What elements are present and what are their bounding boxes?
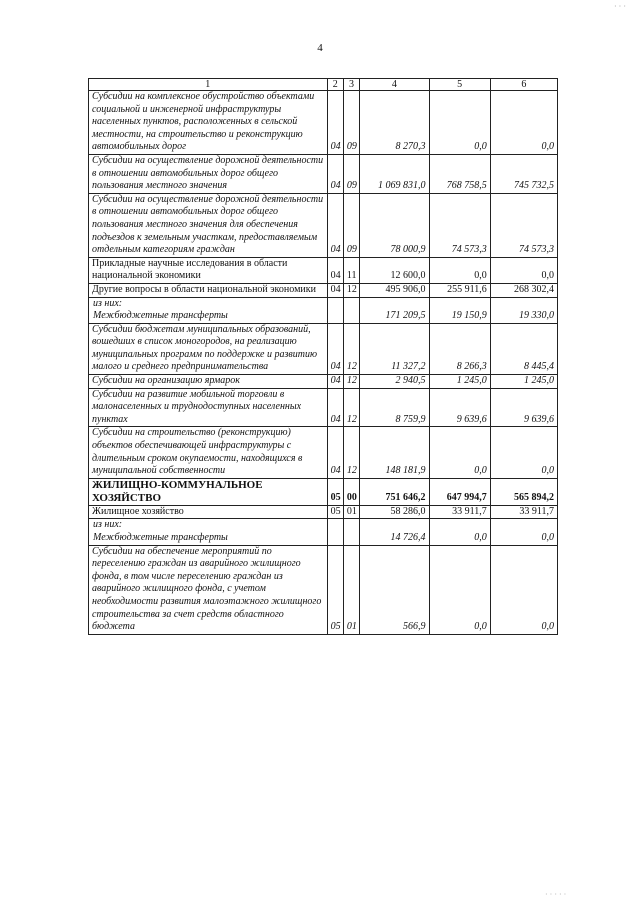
row-value-cell: 33 911,7	[429, 505, 490, 519]
row-code-cell	[327, 310, 343, 323]
row-value-cell: 19 330,0	[490, 310, 557, 323]
row-code-cell: 04	[327, 375, 343, 389]
table-row	[89, 297, 558, 310]
row-value-cell: 19 150,9	[429, 310, 490, 323]
row-code-cell: 01	[343, 505, 359, 519]
row-code-cell: 05	[327, 478, 343, 505]
row-label-cell: Субсидии на осуществление дорожной деятельности в отношении автомобильных дорог общего пользования местного значения	[89, 154, 328, 193]
row-value-cell: 9 639,6	[429, 388, 490, 427]
row-label-cell: Субсидии на организацию ярмарок	[89, 375, 328, 389]
row-value-cell	[360, 519, 429, 532]
row-value-cell: 14 726,4	[360, 532, 429, 545]
budget-table-body	[89, 79, 558, 635]
row-value-cell: 0,0	[490, 532, 557, 545]
row-code-cell	[327, 532, 343, 545]
table-row	[89, 310, 558, 323]
row-value-cell: 74 573,3	[429, 193, 490, 257]
header-cell: 6	[490, 79, 557, 91]
row-value-cell: 78 000,9	[360, 193, 429, 257]
row-value-cell: 58 286,0	[360, 505, 429, 519]
row-value-cell: 148 181,9	[360, 427, 429, 478]
row-code-cell: 12	[343, 427, 359, 478]
row-code-cell: 12	[343, 323, 359, 374]
table-row	[89, 532, 558, 545]
row-code-cell: 11	[343, 257, 359, 283]
header-cell: 4	[360, 79, 429, 91]
row-value-cell: 0,0	[429, 91, 490, 155]
row-value-cell	[360, 297, 429, 310]
row-code-cell: 12	[343, 388, 359, 427]
row-code-cell: 04	[327, 283, 343, 297]
table-row	[89, 323, 558, 374]
table-row	[89, 478, 558, 505]
row-code-cell: 00	[343, 478, 359, 505]
row-label-cell: Субсидии на развитие мобильной торговли в малонаселенных и труднодоступных населенных пунктах	[89, 388, 328, 427]
row-code-cell	[343, 297, 359, 310]
row-code-cell: 04	[327, 323, 343, 374]
footer-mark: · · · · ·	[545, 890, 567, 899]
row-label-cell: Субсидии на осуществление дорожной деятельности в отношении автомобильных дорог общего пользования местного значения для обеспечения подъездов к земельным участкам, предоставляемым отдельным категориям граждан	[89, 193, 328, 257]
row-value-cell: 9 639,6	[490, 388, 557, 427]
header-cell: 2	[327, 79, 343, 91]
row-code-cell: 04	[327, 427, 343, 478]
table-row	[89, 193, 558, 257]
table-row	[89, 519, 558, 532]
row-value-cell	[429, 519, 490, 532]
row-label-cell: Субсидии бюджетам муниципальных образований, вошедших в список моногородов, на реализацию муниципальных программ по поддержке и развитию малого и среднего предпринимательства	[89, 323, 328, 374]
row-label-cell: из них:	[89, 297, 328, 310]
row-value-cell	[490, 297, 557, 310]
row-code-cell: 04	[327, 388, 343, 427]
row-value-cell: 0,0	[429, 257, 490, 283]
row-value-cell: 255 911,6	[429, 283, 490, 297]
row-value-cell: 565 894,2	[490, 478, 557, 505]
row-value-cell: 1 245,0	[490, 375, 557, 389]
header-cell: 5	[429, 79, 490, 91]
row-value-cell	[429, 297, 490, 310]
row-code-cell: 04	[327, 257, 343, 283]
row-label-cell: Другие вопросы в области национальной экономики	[89, 283, 328, 297]
row-code-cell: 01	[343, 545, 359, 634]
row-label-cell: Межбюджетные трансферты	[89, 532, 328, 545]
row-value-cell: 1 245,0	[429, 375, 490, 389]
table-row	[89, 257, 558, 283]
row-value-cell: 0,0	[490, 257, 557, 283]
row-value-cell: 268 302,4	[490, 283, 557, 297]
row-code-cell: 09	[343, 193, 359, 257]
row-label-cell: Жилищное хозяйство	[89, 505, 328, 519]
row-code-cell: 09	[343, 91, 359, 155]
row-code-cell	[343, 519, 359, 532]
header-cell: 3	[343, 79, 359, 91]
row-value-cell: 495 906,0	[360, 283, 429, 297]
table-row	[89, 427, 558, 478]
table-row	[89, 388, 558, 427]
row-value-cell: 8 266,3	[429, 323, 490, 374]
row-value-cell: 11 327,2	[360, 323, 429, 374]
row-value-cell: 74 573,3	[490, 193, 557, 257]
row-value-cell: 0,0	[429, 427, 490, 478]
row-label-cell: Субсидии на обеспечение мероприятий по переселению граждан из аварийного жилищного фонда, в том числе переселению граждан из аварийного жилищного фонда, с учетом необходимости развития малоэтажного жилищного строительства за счет средств областного бюджета	[89, 545, 328, 634]
row-value-cell: 751 646,2	[360, 478, 429, 505]
table-row	[89, 283, 558, 297]
corner-mark: · · ·	[614, 2, 626, 11]
row-value-cell: 12 600,0	[360, 257, 429, 283]
table-row	[89, 375, 558, 389]
row-label-cell: Субсидии на комплексное обустройство объектами социальной и инженерной инфраструктуры населенных пунктов, расположенных в сельской местности, на строительство и реконструкцию автомобильных дорог	[89, 91, 328, 155]
row-code-cell: 05	[327, 545, 343, 634]
table-header-row	[89, 79, 558, 91]
row-value-cell: 8 270,3	[360, 91, 429, 155]
row-code-cell: 04	[327, 154, 343, 193]
row-label-cell: ЖИЛИЩНО-КОММУНАЛЬНОЕ ХОЗЯЙСТВО	[89, 478, 328, 505]
row-code-cell: 12	[343, 375, 359, 389]
row-code-cell	[343, 532, 359, 545]
row-value-cell: 647 994,7	[429, 478, 490, 505]
row-label-cell: Прикладные научные исследования в области национальной экономики	[89, 257, 328, 283]
row-value-cell: 0,0	[490, 545, 557, 634]
row-code-cell	[327, 297, 343, 310]
row-label-cell: Межбюджетные трансферты	[89, 310, 328, 323]
budget-table	[88, 78, 558, 635]
row-value-cell: 745 732,5	[490, 154, 557, 193]
row-value-cell: 0,0	[429, 532, 490, 545]
table-row	[89, 505, 558, 519]
table-row	[89, 154, 558, 193]
row-value-cell: 768 758,5	[429, 154, 490, 193]
row-code-cell: 05	[327, 505, 343, 519]
row-code-cell: 12	[343, 283, 359, 297]
row-label-cell: из них:	[89, 519, 328, 532]
row-code-cell	[343, 310, 359, 323]
row-value-cell: 1 069 831,0	[360, 154, 429, 193]
row-value-cell: 33 911,7	[490, 505, 557, 519]
row-value-cell	[490, 519, 557, 532]
row-code-cell: 09	[343, 154, 359, 193]
row-label-cell: Субсидии на строительство (реконструкцию) объектов обеспечивающей инфраструктуры с длительным сроком окупаемости, находящихся в муниципальной собственности	[89, 427, 328, 478]
table-row	[89, 91, 558, 155]
table-row	[89, 545, 558, 634]
row-value-cell: 8 445,4	[490, 323, 557, 374]
row-value-cell: 0,0	[490, 91, 557, 155]
row-value-cell: 8 759,9	[360, 388, 429, 427]
row-value-cell: 2 940,5	[360, 375, 429, 389]
row-value-cell: 171 209,5	[360, 310, 429, 323]
row-code-cell: 04	[327, 193, 343, 257]
row-code-cell	[327, 519, 343, 532]
header-cell: 1	[89, 79, 328, 91]
row-value-cell: 566,9	[360, 545, 429, 634]
row-value-cell: 0,0	[490, 427, 557, 478]
row-code-cell: 04	[327, 91, 343, 155]
row-value-cell: 0,0	[429, 545, 490, 634]
page-number: 4	[317, 42, 323, 54]
